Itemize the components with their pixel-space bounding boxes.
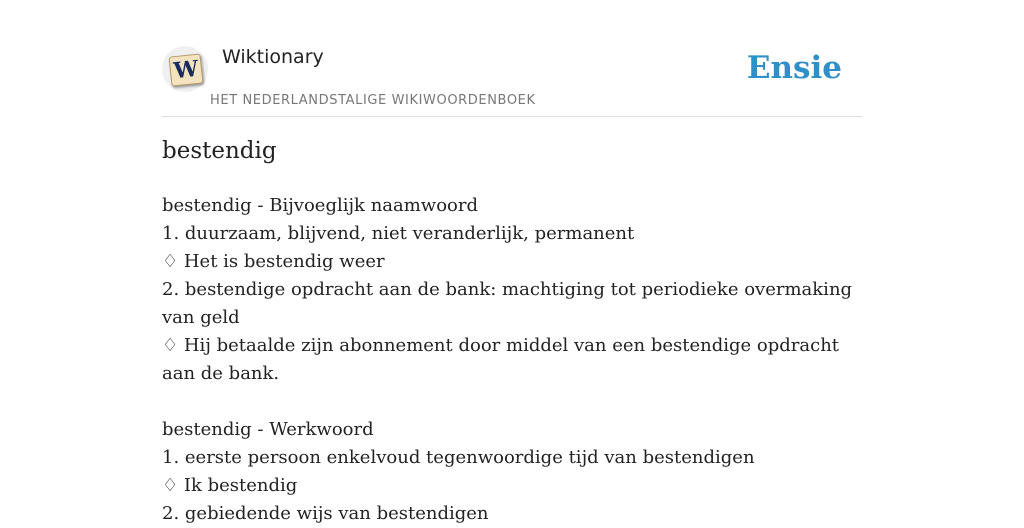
example-sentence: ♢ Ik bestendig bbox=[162, 475, 298, 496]
entry-adjective bbox=[162, 192, 862, 388]
definition-content bbox=[162, 192, 862, 528]
wiktionary-logo-icon: W bbox=[169, 53, 204, 86]
site-header bbox=[162, 40, 862, 117]
site-tagline: HET NEDERLANDSTALIGE WIKIWOORDENBOEK bbox=[210, 93, 536, 108]
entry-separator bbox=[162, 388, 862, 416]
page-title: bestendig bbox=[162, 138, 277, 164]
example-sentence: ♢ Het is bestendig weer bbox=[162, 251, 385, 272]
entry-verb bbox=[162, 416, 862, 528]
entry-heading: bestendig - Werkwoord bbox=[162, 419, 374, 440]
definition-item: 2. gebiedende wijs van bestendigen bbox=[162, 503, 489, 524]
wiktionary-logo[interactable] bbox=[162, 46, 208, 92]
site-name[interactable]: Wiktionary bbox=[222, 46, 324, 68]
entry-heading: bestendig - Bijvoeglijk naamwoord bbox=[162, 195, 479, 216]
definition-item: 1. duurzaam, blijvend, niet veranderlijk, permanent bbox=[162, 223, 635, 244]
example-sentence: ♢ Hij betaalde zijn abonnement door middel van een bestendige opdracht aan de bank. bbox=[162, 335, 840, 384]
ensie-brand-link[interactable]: Ensie bbox=[746, 50, 842, 86]
definition-item: 2. bestendige opdracht aan de bank: machtiging tot periodieke overmaking van geld bbox=[162, 279, 853, 328]
definition-item: 1. eerste persoon enkelvoud tegenwoordige tijd van bestendigen bbox=[162, 447, 755, 468]
